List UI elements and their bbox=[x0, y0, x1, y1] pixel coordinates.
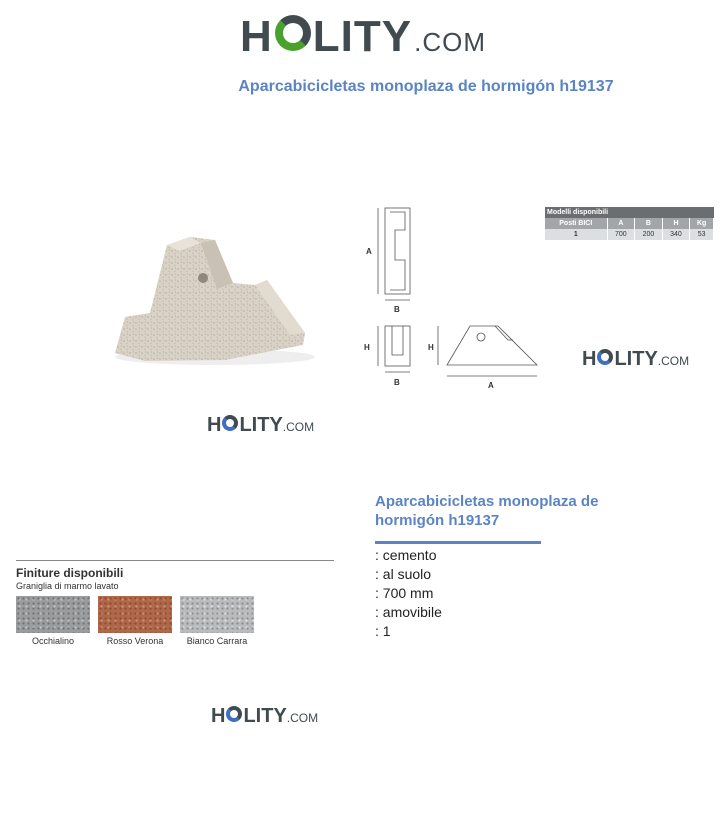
logo-letters: LITY bbox=[614, 348, 658, 370]
table-row bbox=[545, 229, 714, 240]
spec-item: : 700 mm bbox=[375, 585, 434, 601]
swatch-image bbox=[16, 596, 90, 633]
table-heading: Modelli disponibili bbox=[545, 207, 714, 218]
dim-label-h: H bbox=[364, 343, 370, 352]
logo-ring-icon bbox=[597, 349, 613, 365]
models-table bbox=[545, 207, 714, 240]
dim-label-b: B bbox=[394, 305, 400, 314]
logo-letters: H bbox=[211, 705, 226, 727]
specs-list bbox=[375, 546, 442, 641]
product-heading: Aparcabicicletas monoplaza de hormigón h19137 bbox=[375, 493, 599, 529]
spec-item: : cemento bbox=[375, 547, 437, 563]
logo-letters: H bbox=[207, 414, 222, 436]
brand-logo-top[interactable] bbox=[240, 12, 486, 62]
brand-logo[interactable] bbox=[207, 414, 314, 437]
table-cell: 1 bbox=[545, 229, 607, 240]
logo-letters: LITY bbox=[239, 414, 283, 436]
table-cell: 200 bbox=[635, 229, 663, 240]
logo-domain: .COM bbox=[282, 420, 315, 434]
product-image bbox=[105, 225, 315, 370]
dim-label-b: B bbox=[394, 378, 400, 387]
heading-underline bbox=[375, 541, 541, 544]
technical-drawing bbox=[360, 200, 545, 395]
logo-ring-icon bbox=[226, 706, 242, 722]
swatch-label: Bianco Carrara bbox=[186, 636, 248, 646]
column-header: B bbox=[635, 218, 663, 229]
dim-label-a: A bbox=[366, 247, 372, 256]
logo-letters: H bbox=[582, 348, 597, 370]
finishes-panel bbox=[16, 560, 334, 646]
finish-swatch[interactable] bbox=[98, 596, 172, 646]
column-header: Posti BICI bbox=[545, 218, 607, 229]
table-cell: 53 bbox=[690, 229, 714, 240]
logo-ring-icon bbox=[275, 15, 311, 51]
spec-item: : amovibile bbox=[375, 604, 442, 620]
column-header: A bbox=[607, 218, 635, 229]
finish-swatch[interactable] bbox=[180, 596, 254, 646]
table-cell: 340 bbox=[662, 229, 690, 240]
logo-letters: H bbox=[240, 12, 273, 61]
swatch-label: Rosso Verona bbox=[106, 636, 164, 646]
dim-label-h: H bbox=[428, 343, 434, 352]
logo-domain: .COM bbox=[286, 711, 319, 725]
logo-ring-icon bbox=[222, 415, 238, 431]
spec-item: : al suolo bbox=[375, 566, 432, 582]
column-header: H bbox=[662, 218, 690, 229]
dim-label-a: A bbox=[488, 381, 494, 390]
page-title: Aparcabicicletas monoplaza de hormigón h19137 bbox=[238, 78, 614, 95]
brand-logo[interactable] bbox=[582, 348, 689, 371]
finishes-subtitle: Graniglia di marmo lavato bbox=[16, 581, 119, 591]
spec-item: : 1 bbox=[375, 623, 391, 639]
swatch-label: Occhialino bbox=[31, 636, 75, 646]
table-cell: 700 bbox=[607, 229, 635, 240]
column-header: Kg bbox=[690, 218, 714, 229]
brand-logo[interactable] bbox=[211, 705, 318, 728]
logo-domain: .COM bbox=[414, 27, 486, 57]
swatch-image bbox=[180, 596, 254, 633]
logo-letters: LITY bbox=[312, 12, 413, 61]
swatch-image bbox=[98, 596, 172, 633]
finish-swatch[interactable] bbox=[16, 596, 90, 646]
logo-letters: LITY bbox=[243, 705, 287, 727]
finishes-title: Finiture disponibili bbox=[16, 566, 124, 580]
logo-domain: .COM bbox=[657, 354, 690, 368]
